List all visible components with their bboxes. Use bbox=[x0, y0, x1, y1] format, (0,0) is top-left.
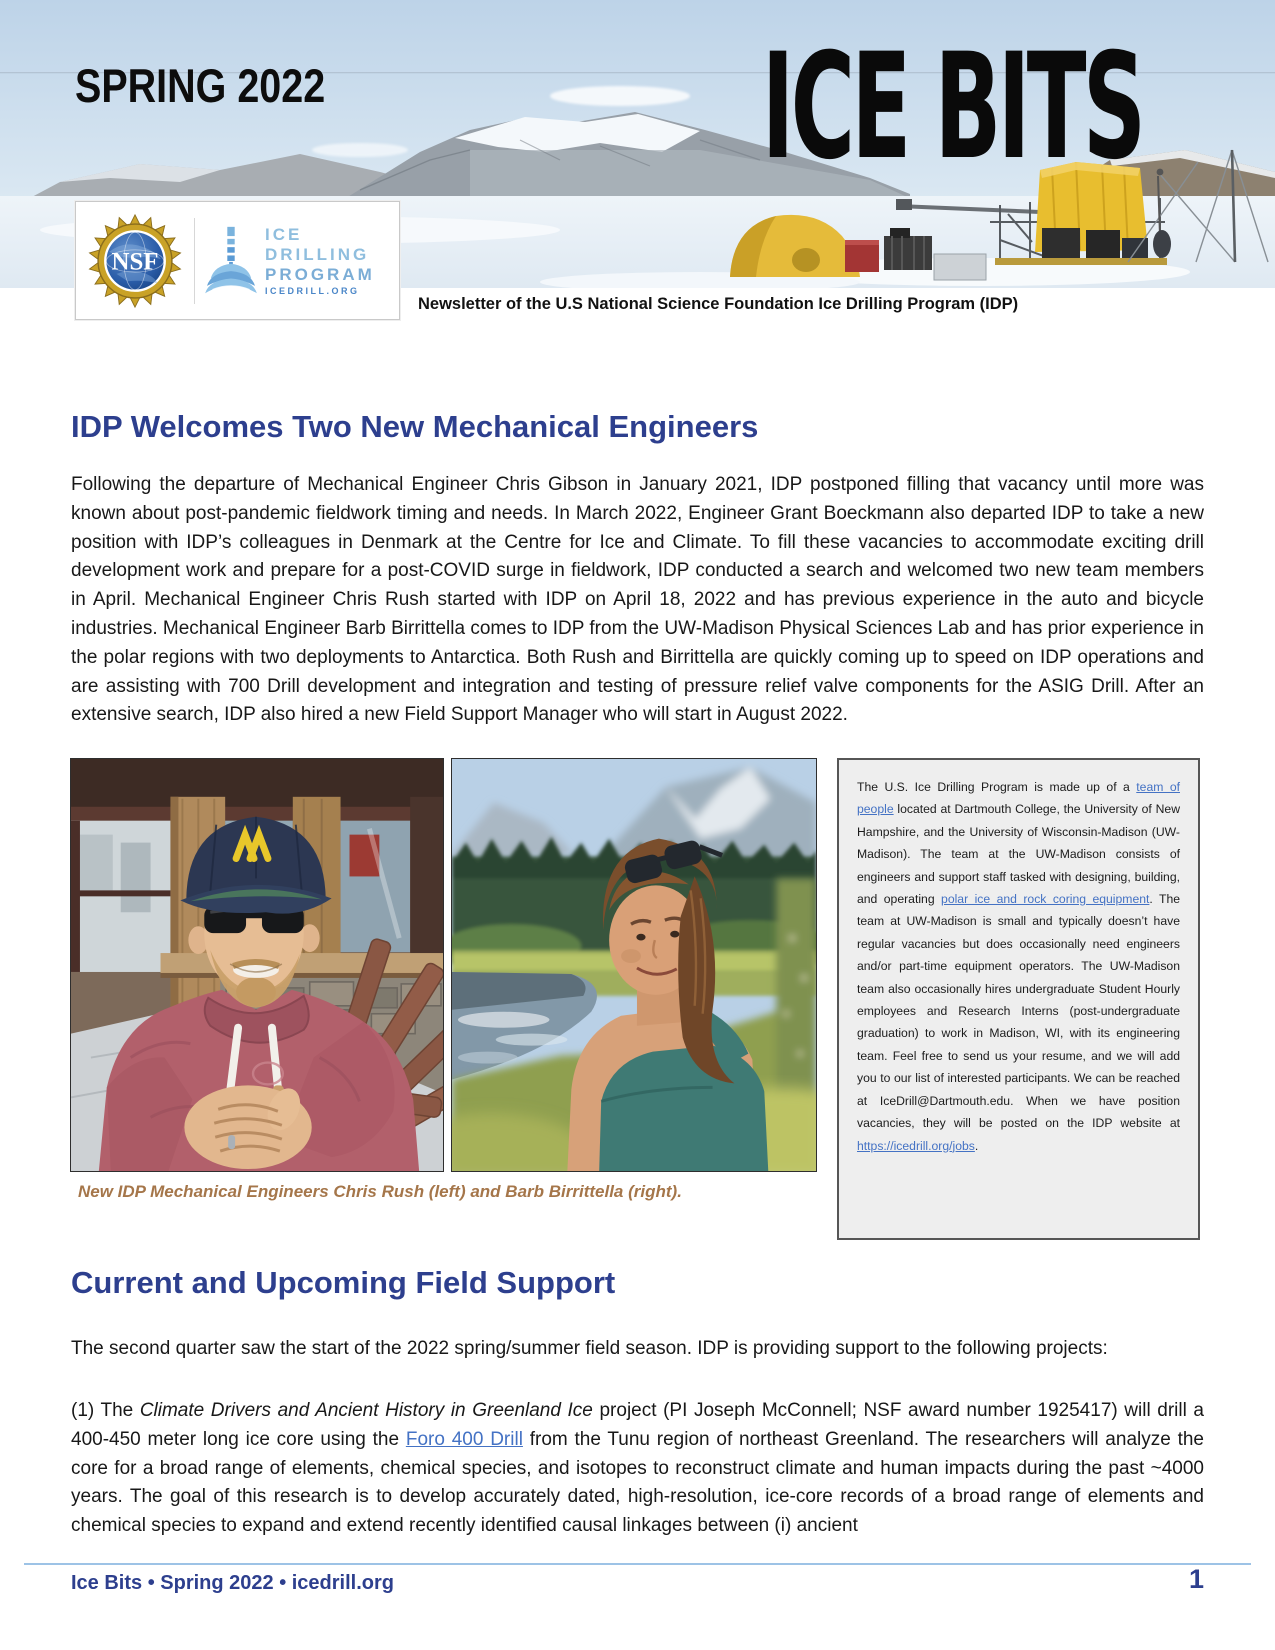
newsletter-tagline: Newsletter of the U.S National Science Foundation Ice Drilling Program (IDP) bbox=[418, 294, 1019, 313]
newsletter-title: ICE BITS bbox=[761, 22, 1142, 192]
nsf-logo-text: NSF bbox=[111, 247, 159, 275]
text-run: project (PI Joseph McConnell; NSF award number 1925417) will drill a 400-450 meter long ice core using the bbox=[71, 1400, 1204, 1450]
text-run: . bbox=[974, 1138, 979, 1153]
photo-caption: New IDP Mechanical Engineers Chris Rush (left) and Barb Birrittella (right). bbox=[78, 1182, 682, 1201]
logo-card bbox=[75, 201, 400, 320]
text-run: from the Tunu region of northeast Greenland. The researchers will analyze the core for a broad range of elements, chemical species, and isotopes to reconstruct climate and human impacts during the past ~4000 years. The goal of this research is to develop accurately dated, high-resolution, ice-core records of a broad range of elements and chemical species to expand and extend recently identified causal linkages between (i) ancient bbox=[71, 1428, 1205, 1537]
article-field-support-heading: Current and Upcoming Field Support bbox=[71, 1264, 616, 1300]
photo-chris-rush bbox=[70, 758, 444, 1172]
idp-logo-url: ICEDRILL.ORG bbox=[265, 285, 360, 296]
idp-drill-icon bbox=[205, 225, 257, 297]
text-run: . The team at UW-Madison is small and typically doesn’t have regular vacancies but does occasionally need engineers and/or part-time equipment operators. The UW-Madison team also occasionally hires undergraduate Student Hourly employees and Research Interns (post-undergraduate graduation) to work in Madison, WI, with its engineering team. Feel free to send us your resume, and we will add you to our list of interested participants. We can be reached at IceDrill@Dartmouth.edu. When we have position vacancies, they will be posted on the IDP website at bbox=[857, 892, 1180, 1131]
sidebar-text bbox=[857, 776, 1180, 1157]
idp-logo-text bbox=[265, 226, 375, 296]
field-support-project1 bbox=[71, 1397, 1204, 1541]
photo-barb-birrittella-image bbox=[452, 759, 816, 1171]
idp-logo bbox=[195, 225, 399, 297]
field-support-intro: The second quarter saw the start of the 2022 spring/summer field season. IDP is providing support to the following projects: bbox=[71, 1338, 1108, 1359]
idp-logo-line3: PROGRAM bbox=[265, 264, 375, 284]
photo-barb-birrittella bbox=[451, 758, 817, 1172]
sidebar-box bbox=[837, 758, 1200, 1240]
nsf-logo bbox=[76, 206, 194, 316]
inline-link[interactable]: Foro 400 Drill bbox=[405, 1428, 523, 1450]
article-welcome-body: Following the departure of Mechanical Engineer Chris Gibson in January 2021, IDP postponed filling that vacancy until more was known about post-pandemic fieldwork timing and needs. In March 2022, Engineer Grant Boeckmann also departed IDP to take a new position with IDP’s colleagues in Denmark at the Centre for Ice and Climate. To fill these vacancies to accommodate exciting drill development work and prepare for a post-COVID surge in fieldwork, IDP conducted a search and welcomed two new team members in April. Mechanical Engineer Chris Rush started with IDP on April 18, 2022 and has previous experience in the auto and bicycle industries. Mechanical Engineer Barb Birrittella comes to IDP from the UW-Madison Physical Sciences Lab and has prior experience in the polar regions with two deployments to Antarctica. Both Rush and Birrittella are quickly coming up to speed on IDP operations and are assisting with 700 Drill development and integration and testing of pressure relief valve components for the ASIG Drill. After an extensive search, IDP also hired a new Field Support Manager who will start in August 2022. bbox=[71, 474, 1204, 726]
inline-link[interactable]: polar ice and rock coring equipment bbox=[941, 892, 1150, 907]
text-run: (1) The bbox=[71, 1400, 140, 1421]
idp-logo-line1: ICE bbox=[265, 224, 303, 244]
footer-rule bbox=[24, 1563, 1251, 1565]
text-run: located at Dartmouth College, the University of New Hampshire, and the University of Wisconsin-Madison (UW-Madison). The team at the UW-Madison consists of engineers and support staff tasked with designing, building, and operating bbox=[857, 802, 1180, 907]
footer-text: Ice Bits • Spring 2022 • icedrill.org bbox=[71, 1572, 394, 1594]
inline-link[interactable]: team of people bbox=[857, 780, 1180, 817]
idp-logo-line2: DRILLING bbox=[265, 244, 370, 264]
issue-label: SPRING 2022 bbox=[75, 59, 326, 112]
photo-chris-rush-image bbox=[71, 759, 443, 1171]
article-welcome-heading: IDP Welcomes Two New Mechanical Engineers bbox=[71, 408, 759, 444]
page-number: 1 bbox=[1188, 1564, 1204, 1594]
nsf-logo-emblem bbox=[87, 213, 183, 309]
text-run: Climate Drivers and Ancient History in Greenland Ice bbox=[139, 1400, 593, 1421]
text-run: The U.S. Ice Drilling Program is made up of a bbox=[857, 780, 1137, 794]
inline-link[interactable]: https://icedrill.org/jobs bbox=[857, 1138, 975, 1153]
